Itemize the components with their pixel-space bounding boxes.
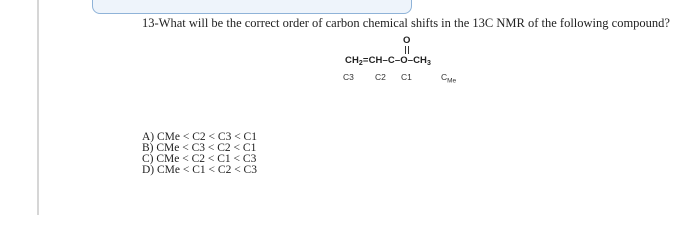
label-cme: $C_{Me}$ (441, 72, 457, 85)
question-text: 13-What will be the correct order of carbon chemical shifts in the 13C NMR of the following compound? (142, 16, 670, 30)
option-d[interactable]: D) CMe < C1 < C2 < C3 (142, 164, 257, 176)
option-b[interactable]: B) CMe < C3 < C2 < C1 (142, 142, 257, 154)
structural-formula: $CH_2=CH-C-O-CH_3$ (345, 55, 432, 67)
left-border-line (37, 0, 39, 215)
carbonyl-double-bond (405, 46, 409, 54)
option-c[interactable]: C) CMe < C2 < C1 < C3 (142, 153, 257, 165)
label-c3: C3 (343, 72, 354, 82)
label-c2: C2 (375, 72, 386, 82)
top-panel (92, 0, 412, 14)
answer-options (142, 132, 257, 176)
option-a[interactable]: A) CMe < C2 < C3 < C1 (142, 131, 257, 143)
carbonyl-oxygen: O (403, 35, 411, 46)
chemical-structure (335, 35, 495, 90)
label-c1: C1 (401, 72, 412, 82)
